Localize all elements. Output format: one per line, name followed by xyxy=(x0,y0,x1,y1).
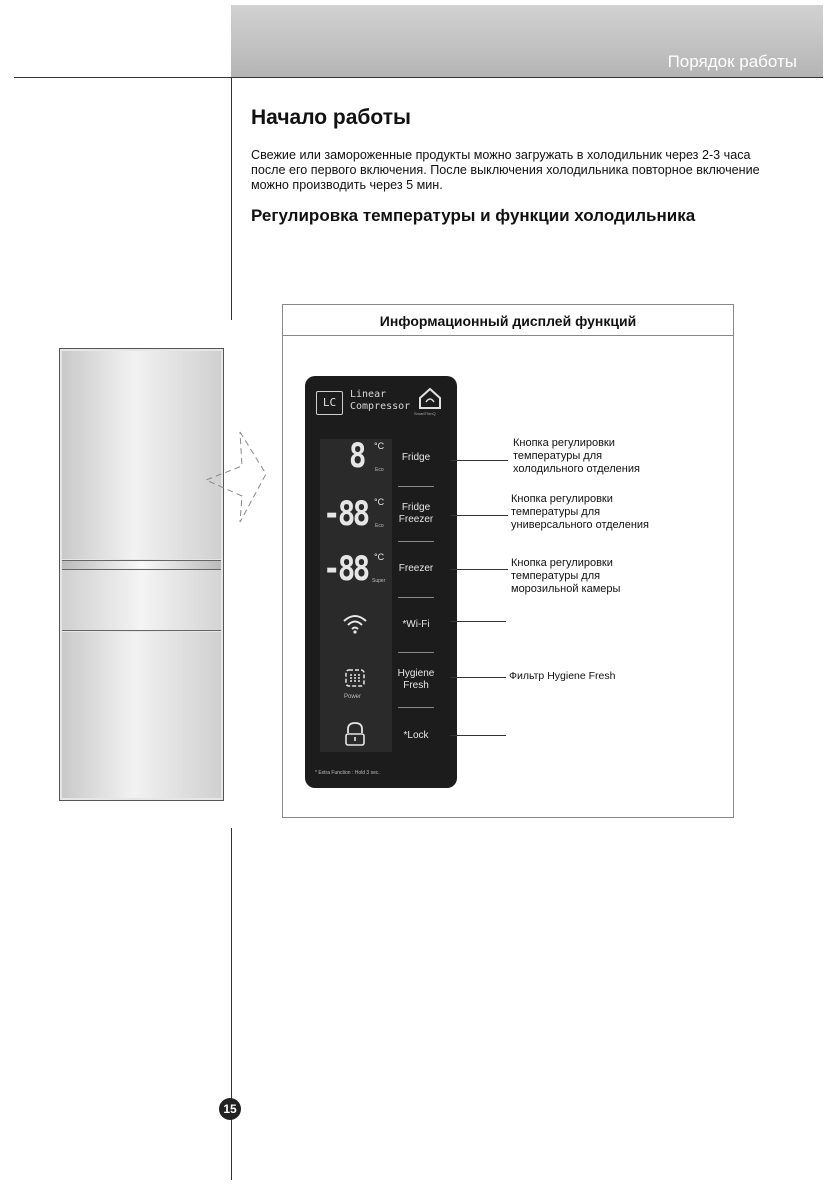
label-freezer xyxy=(511,557,620,596)
hygiene-label-1: Hygiene xyxy=(397,668,435,679)
freezer-button[interactable]: Freezer xyxy=(398,563,434,574)
fridge-freezer-button[interactable] xyxy=(395,502,437,526)
pointer-line-wifi xyxy=(450,621,506,622)
freezer-super: Super xyxy=(372,578,386,584)
label-line: температуры для xyxy=(513,450,603,462)
dashed-arrow-icon xyxy=(204,430,268,526)
freezer-degree: °C xyxy=(374,552,385,562)
fridge-middle-drawer xyxy=(62,570,221,631)
fridge-freezer-degree: °C xyxy=(374,497,385,507)
label-line: температуры для xyxy=(511,506,601,518)
smartthinq-icon xyxy=(417,386,443,410)
fridge-freezer-temp-digits: -88 xyxy=(323,494,368,534)
fridge-freezer-label-1: Fridge xyxy=(401,502,431,513)
wifi-icon xyxy=(342,613,368,635)
label-line: Кнопка регулировки xyxy=(513,437,615,449)
fridge-freezer-label-2: Freezer xyxy=(398,514,434,525)
control-panel xyxy=(305,376,457,788)
fridge-lower-door xyxy=(62,632,221,798)
brand-line-2: Compressor xyxy=(350,401,411,412)
section-subheading: Регулировка температуры и функции холодильника xyxy=(251,206,696,225)
separator xyxy=(398,486,434,487)
separator xyxy=(398,652,434,653)
hygiene-label-2: Fresh xyxy=(403,680,429,691)
label-line: холодильного отделения xyxy=(513,463,640,475)
fridge-degree: °C xyxy=(374,441,385,451)
hygiene-fresh-button[interactable] xyxy=(395,668,437,692)
lock-button[interactable]: *Lock xyxy=(403,730,429,741)
smartthinq-label: SmartThinQ xyxy=(414,411,436,416)
label-line: морозильной камеры xyxy=(511,583,621,595)
page-heading: Начало работы xyxy=(251,106,411,129)
display-frame-title: Информационный дисплей функций xyxy=(379,313,637,329)
left-rule-top xyxy=(231,78,232,320)
label-fridge xyxy=(513,437,640,476)
pointer-line-hygiene xyxy=(450,677,506,678)
pointer-line-fridge-freezer xyxy=(450,515,508,516)
hygiene-filter-icon xyxy=(343,667,367,689)
lc-logo: LC xyxy=(316,391,343,415)
header-rule xyxy=(14,77,823,78)
extra-function-footnote: * Extra Function : Hold 3 sec. xyxy=(315,770,380,776)
label-fridge-freezer xyxy=(511,493,649,532)
header-band xyxy=(231,5,823,78)
fridge-temp-digits: 8 xyxy=(349,436,364,476)
fridge-upper-door xyxy=(62,351,221,559)
separator xyxy=(398,541,434,542)
power-label: Power xyxy=(344,694,362,700)
left-rule-bottom xyxy=(231,828,232,1180)
wifi-button[interactable]: *Wi-Fi xyxy=(402,619,430,630)
fridge-eco: Eco xyxy=(375,467,384,473)
fridge-freezer-eco: Eco xyxy=(375,523,384,529)
intro-paragraph: Свежие или замороженные продукты можно загружать в холодильник через 2-3 часа после его первого включения. После выключения холодильника повторное включение можно производить через 5 мин. xyxy=(251,148,760,192)
pointer-line-freezer xyxy=(450,569,508,570)
section-title: Порядок работы xyxy=(667,52,797,71)
frame-title-rule xyxy=(283,335,733,336)
lcd-area xyxy=(320,436,392,752)
label-line: Кнопка регулировки xyxy=(511,493,613,505)
lock-icon xyxy=(342,721,368,747)
brand-line-1: Linear xyxy=(350,389,387,400)
fridge-button[interactable]: Fridge xyxy=(401,452,431,463)
label-hygiene: Фильтр Hygiene Fresh xyxy=(509,670,616,682)
label-line: температуры для xyxy=(511,570,601,582)
freezer-temp-digits: -88 xyxy=(323,549,368,589)
pointer-line-fridge xyxy=(450,460,508,461)
label-line: Кнопка регулировки xyxy=(511,557,613,569)
page-number: 15 xyxy=(219,1098,241,1120)
brand-name xyxy=(350,389,410,413)
fridge-illustration xyxy=(59,348,224,801)
separator xyxy=(398,597,434,598)
label-line: универсального отделения xyxy=(511,519,650,531)
separator xyxy=(398,707,434,708)
fridge-handle xyxy=(62,560,221,570)
pointer-line-lock xyxy=(450,735,506,736)
